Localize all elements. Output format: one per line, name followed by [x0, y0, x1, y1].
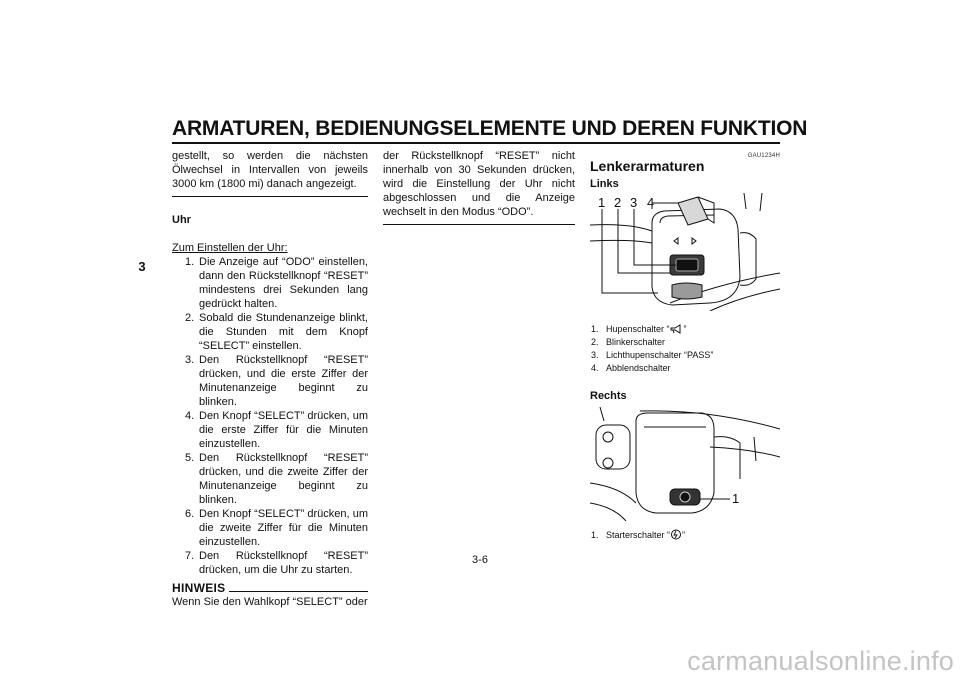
callout-2: 2 [614, 195, 622, 210]
left-handlebar-illustration [590, 193, 780, 311]
horn-icon [670, 324, 684, 334]
callout-4: 4 [647, 195, 655, 210]
intro-paragraph: gestellt, so werden die nächsten Ölwechsel in Intervallen von jeweils 3000 km (1800 mi) danach angezeigt. [172, 150, 368, 190]
section-title: Lenkerarmaturen [590, 158, 705, 174]
page-number: 3-6 [472, 554, 488, 566]
list-item: 1. Hupenschalter “ ” [591, 324, 687, 334]
divider [172, 196, 368, 197]
note-text: Wenn Sie den Wahlkopf “SELECT” oder [172, 596, 368, 608]
list-item: 6. Den Knopf “SELECT” drücken, um die zweite Ziffer für die Minuten einzustellen. [185, 508, 368, 548]
clock-steps [172, 255, 368, 577]
section-code: GAU1234H [747, 153, 780, 159]
watermark: carmanualsonline.info [687, 646, 954, 676]
callout-1: 1 [598, 195, 606, 210]
title-rule [172, 142, 780, 144]
right-heading: Rechts [590, 390, 627, 402]
clock-heading: Uhr [172, 214, 191, 226]
left-caption-list [590, 323, 780, 375]
list-item: 5. Den Rückstellknopf “RESET” drücken, und die zweite Ziffer der Minutenanzeige beginnt zu blinken. [185, 452, 368, 506]
note-rule [229, 591, 368, 592]
note-continued: der Rückstellknopf “RESET” nicht innerhalb von 30 Sekunden drücken, wird die Einstellung der Uhr nicht abgeschlossen und die Anzeige wechselt in den Modus “ODO”. [383, 150, 575, 218]
list-item: 7. Den Rückstellknopf “RESET” drücken, um die Uhr zu starten. [185, 550, 368, 576]
divider [383, 224, 575, 225]
right-caption-list [590, 529, 780, 542]
column-3 [590, 149, 780, 542]
note-label: HINWEIS [172, 581, 226, 595]
list-item: 3. Den Rückstellknopf “RESET” drücken, und die erste Ziffer der Minutenanzeige beginnt zu blinken. [185, 354, 368, 408]
list-item: 4. Den Knopf “SELECT” drücken, um die erste Ziffer für die Minuten einzustellen. [185, 410, 368, 450]
list-item: 1. Starterschalter “ ” [591, 530, 686, 540]
list-item: 3. Lichthupenschalter “PASS” [591, 350, 714, 360]
callout-3: 3 [630, 195, 638, 210]
column-2 [383, 149, 575, 225]
right-handlebar-figure [590, 407, 780, 521]
list-item: 2. Sobald die Stundenanzeige blinkt, die Stunden mit dem Knopf “SELECT” einstellen. [185, 312, 368, 352]
list-item: 1. Die Anzeige auf “ODO” einstellen, dann den Rückstellknopf “RESET” mindestens drei Sekunden lang gedrückt halten. [185, 256, 368, 310]
page-title: ARMATUREN, BEDIENUNGSELEMENTE UND DEREN FUNKTION [172, 117, 808, 140]
list-item: 2. Blinkerschalter [591, 337, 666, 347]
left-heading: Links [590, 178, 619, 190]
chapter-tab: 3 [138, 258, 146, 274]
right-handlebar-illustration [590, 407, 780, 521]
starter-icon [670, 529, 682, 540]
callout-1: 1 [732, 491, 740, 506]
note-header [172, 581, 368, 595]
column-1 [172, 149, 368, 609]
left-handlebar-figure [590, 193, 780, 311]
list-item: 4. Abblendschalter [591, 363, 671, 373]
set-clock-heading: Zum Einstellen der Uhr: [172, 242, 288, 254]
